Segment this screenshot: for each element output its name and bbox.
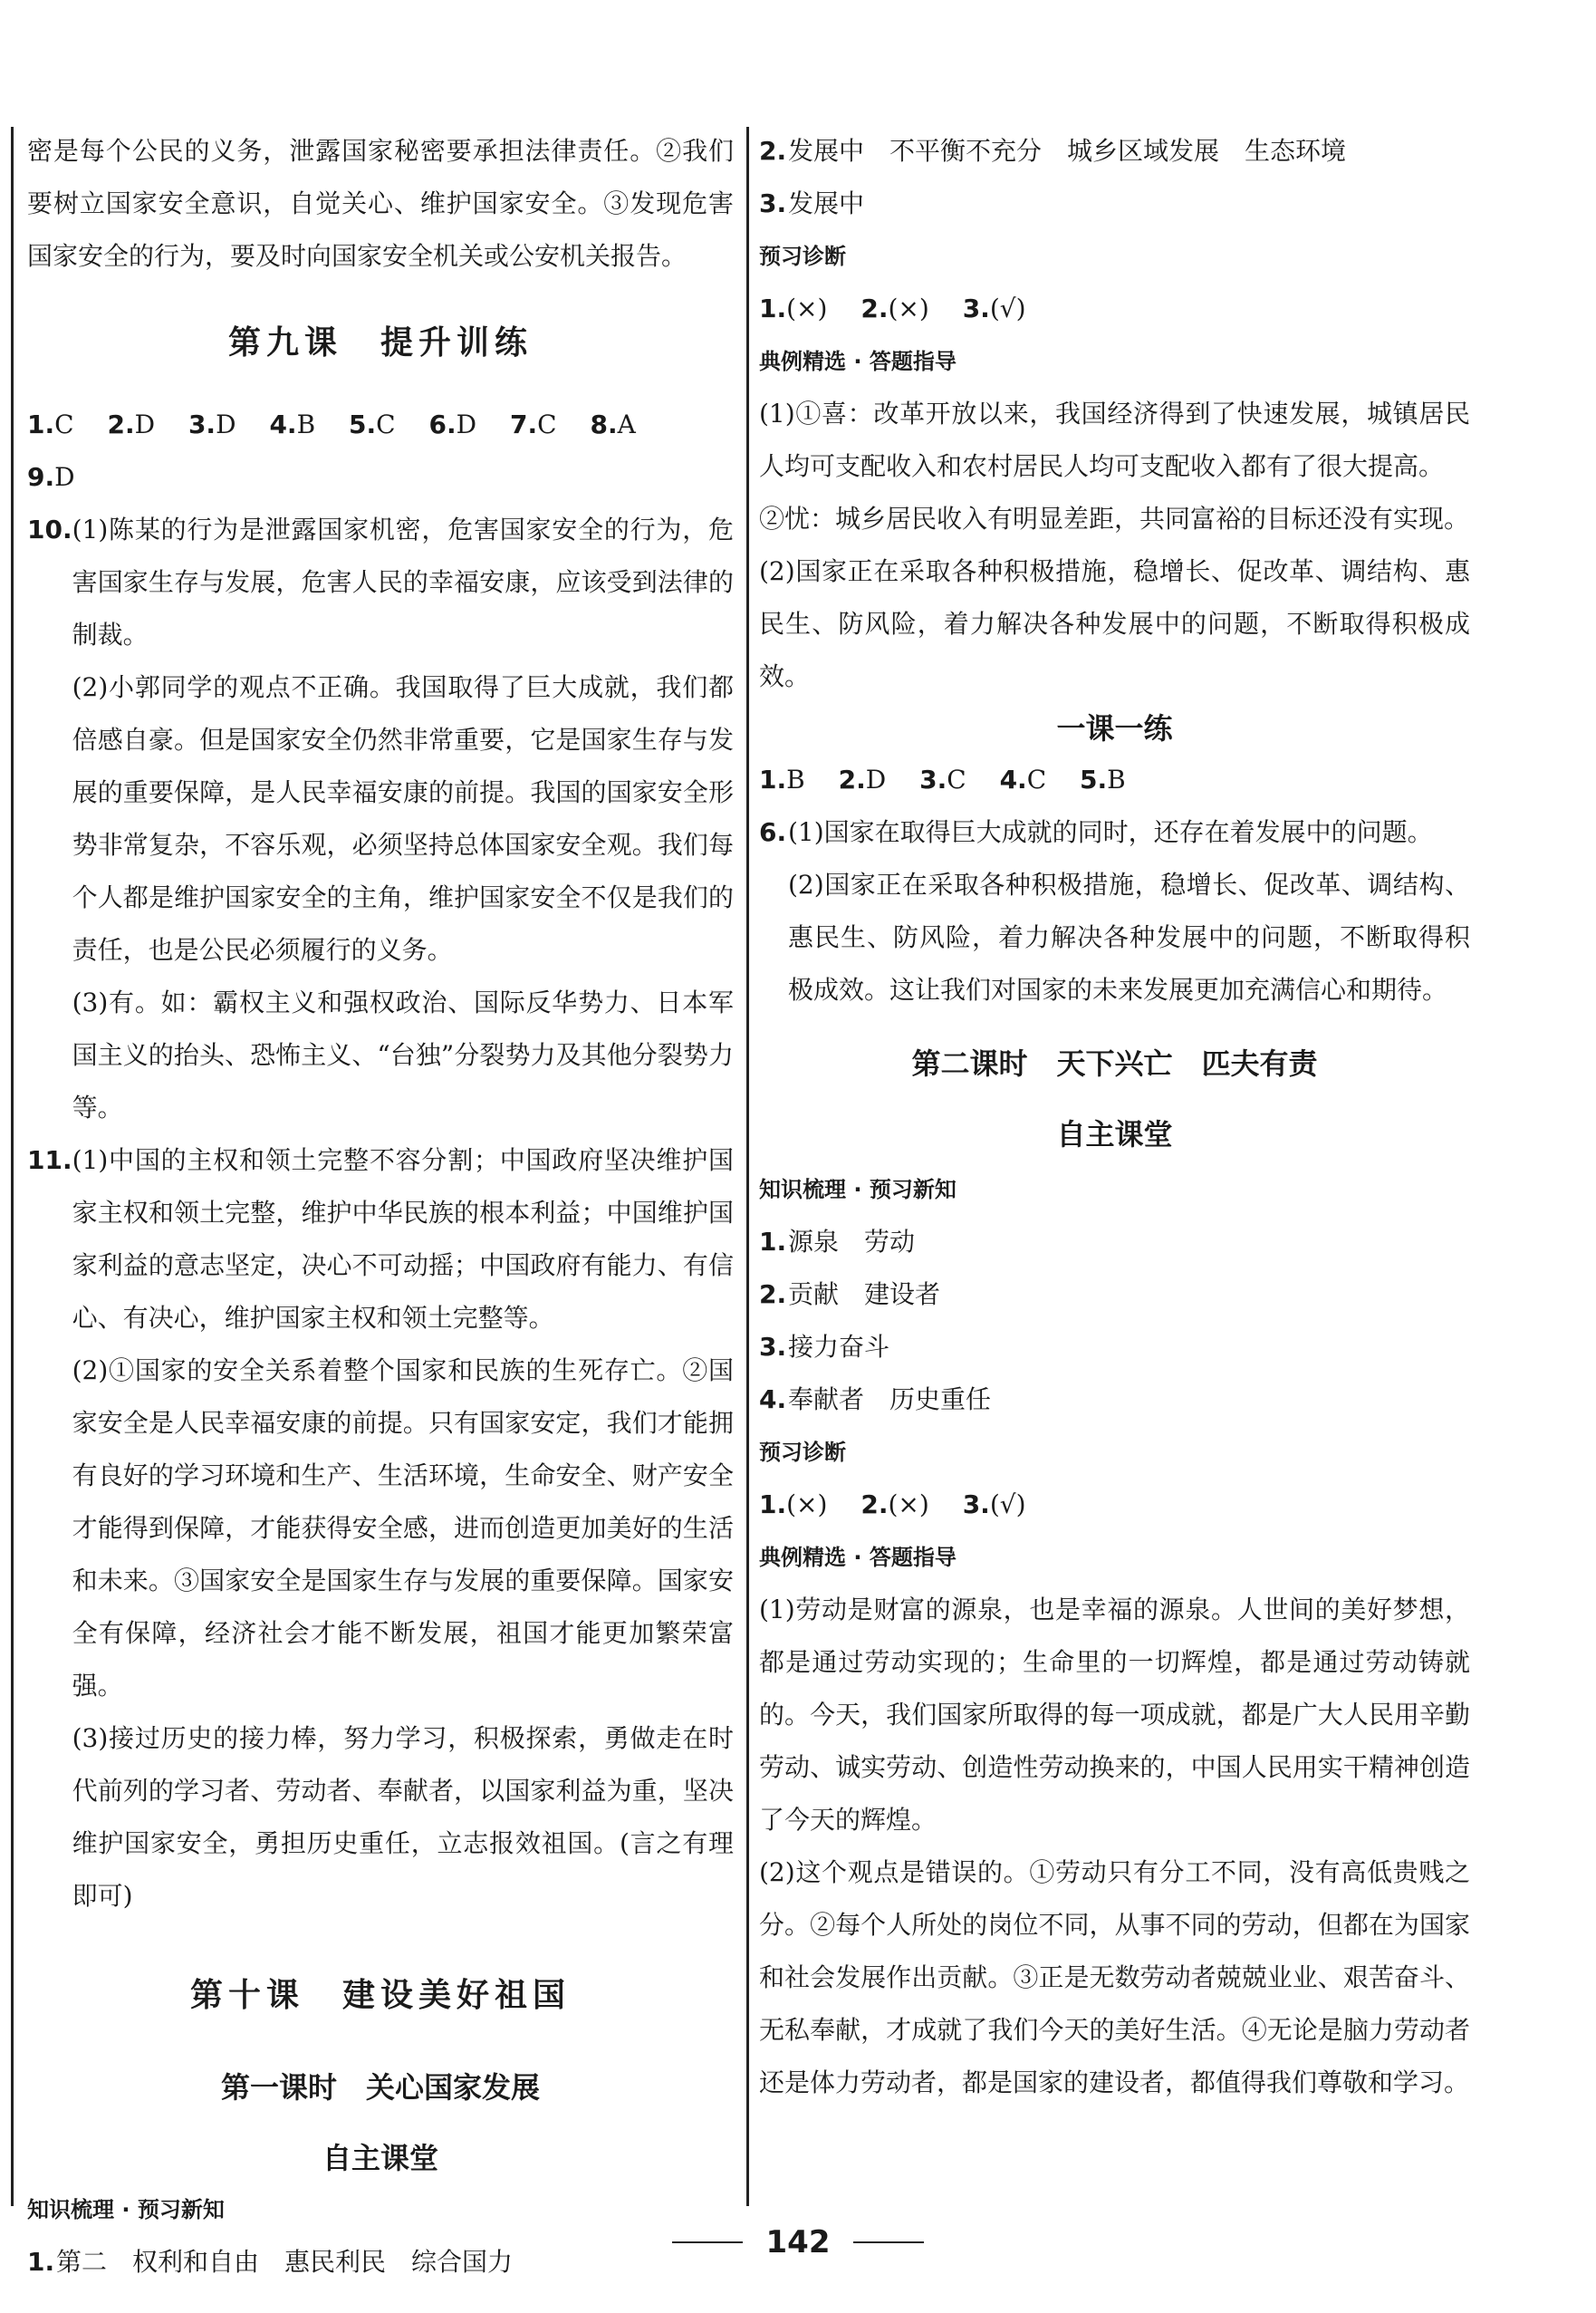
item-text: 奉献者 历史重任 — [788, 1384, 992, 1414]
example-answer: (2)国家正在采取各种积极措施，稳增长、促改革、调结构、惠民生、防风险，着力解决各种发展中的问题，不断取得积极成效。 — [759, 556, 1470, 691]
example-answer: (1)劳动是财富的源泉，也是幸福的源泉。人世间的美好梦想，都是通过劳动实现的；生命里的一切辉煌，都是通过劳动铸就的。今天，我们国家所取得的每一项成就，都是广大人民用辛勤劳动、诚实劳动、创造性劳动换来的，中国人民用实干精神创造了今天的辉煌。 — [759, 1595, 1470, 1835]
subsection-preview: 预习诊断 — [759, 1440, 846, 1465]
intro-paragraph: 密是每个公民的义务，泄露国家秘密要承担法律责任。②我们要树立国家安全意识，自觉关心、维护国家安全。③发现危害国家安全的行为，要及时向国家安全机关或公安机关报告。 — [27, 136, 734, 271]
choice-answer: 2.D — [107, 410, 156, 439]
item-text: 发展中 — [788, 188, 865, 218]
choice-answer: 6.D — [428, 410, 477, 439]
practice-title: 一课一练 — [1056, 711, 1173, 746]
choice-answer: 1.B — [759, 765, 805, 795]
question-number: 6. — [759, 817, 787, 847]
preview-answer: 1.(×) — [759, 294, 828, 323]
preview-answer: 2.(×) — [860, 1489, 929, 1519]
answer-part: (2)小郭同学的观点不正确。我国取得了巨大成就，我们都倍感自豪。但是国家安全仍然非常重要，它是国家生存与发展的重要保障，是人民幸福安康的前提。我国的国家安全形势非常复杂，不容乐观，必须坚持总体国家安全观。我们每个人都是维护国家安全的主角，维护国家安全不仅是我们的责任，也是公民必须履行的义务。 — [72, 672, 734, 965]
answer-part: (1)陈某的行为是泄露国家机密，危害国家安全的行为，危害国家生存与发展，危害人民的幸福安康，应该受到法律的制裁。 — [72, 515, 734, 650]
page-footer — [0, 2224, 1596, 2260]
preview-answers — [759, 1479, 1470, 1531]
preview-answer: 3.(√) — [962, 1489, 1026, 1519]
item-text: 贡献 建设者 — [788, 1279, 941, 1309]
item-text: 第二 权利和自由 惠民利民 综合国力 — [56, 2247, 514, 2277]
choice-answer: 1.C — [27, 410, 74, 439]
lesson10-title: 第十课 建设美好祖国 — [189, 1976, 571, 2014]
knowledge-item — [759, 1216, 1470, 1268]
practice-choice-answers — [759, 754, 1470, 806]
example-answer: (1)①喜：改革开放以来，我国经济得到了快速发展，城镇居民人均可支配收入和农村居民人均可支配收入都有了很大提高。 — [759, 399, 1470, 481]
right-column — [759, 125, 1470, 2109]
item-number: 1. — [27, 2247, 55, 2277]
answer-part: (1)中国的主权和领土完整不容分割；中国政府坚决维护国家主权和领土完整，维护中华民族的根本利益；中国维护国家利益的意志坚定，决心不可动摇；中国政府有能力、有信心、有决心，维护国家主权和领土完整等。 — [72, 1145, 734, 1333]
knowledge-item — [759, 1373, 1470, 1426]
left-column — [27, 125, 734, 2289]
knowledge-item — [759, 1321, 1470, 1373]
answer-part: (1)国家在取得巨大成就的同时，还存在着发展中的问题。 — [788, 817, 1433, 847]
subsection-example: 典例精选 · 答题指导 — [759, 349, 957, 374]
choice-answer: 5.C — [349, 410, 396, 439]
item-number: 1. — [759, 1227, 787, 1257]
section-title: 自主课堂 — [1056, 1117, 1173, 1152]
example-answer: ②忧：城乡居民收入有明显差距，共同富裕的目标还没有实现。 — [759, 504, 1470, 534]
question-10 — [27, 504, 734, 1134]
question-11 — [27, 1134, 734, 1923]
knowledge-item — [759, 125, 1470, 178]
example-answer: (2)这个观点是错误的。①劳动只有分工不同，没有高低贵贱之分。②每个人所处的岗位不同，从事不同的劳动，但都在为国家和社会发展作出贡献。③正是无数劳动者兢兢业业、艰苦奋斗、无私奉献，才成就了我们今天的美好生活。④无论是脑力劳动者还是体力劳动者，都是国家的建设者，都值得我们尊敬和学习。 — [759, 1857, 1470, 2097]
answer-part: (3)有。如：霸权主义和强权政治、国际反华势力、日本军国主义的抬头、恐怖主义、“台独”分裂势力及其他分裂势力等。 — [72, 988, 734, 1123]
footer-rule — [672, 2241, 743, 2243]
item-number: 2. — [759, 1279, 787, 1309]
knowledge-item — [759, 1268, 1470, 1321]
lesson9-choice-answers — [27, 399, 734, 504]
item-number: 3. — [759, 1332, 787, 1362]
choice-answer: 3.D — [187, 410, 236, 439]
answer-part: (2)国家正在采取各种积极措施，稳增长、促改革、调结构、惠民生、防风险，着力解决各种发展中的问题，不断取得积极成效。这让我们对国家的未来发展更加充满信心和期待。 — [788, 870, 1470, 1005]
lesson9-title: 第九课 提升训练 — [227, 323, 533, 361]
item-text: 接力奋斗 — [788, 1332, 890, 1362]
subsection-example: 典例精选 · 答题指导 — [759, 1545, 957, 1570]
subsection-preview: 预习诊断 — [759, 244, 846, 269]
choice-answer: 7.C — [510, 410, 557, 439]
preview-answer: 1.(×) — [759, 1489, 828, 1519]
item-number: 3. — [759, 188, 787, 218]
choice-answer: 4.C — [999, 765, 1047, 795]
footer-rule — [853, 2241, 924, 2243]
choice-answer: 8.A — [590, 410, 636, 439]
subsection-knowledge: 知识梳理 · 预习新知 — [27, 2197, 225, 2222]
answer-part: (3)接过历史的接力棒，努力学习，积极探索，勇做走在时代前列的学习者、劳动者、奉献者，以国家利益为重，坚决维护国家安全，勇担历史重任，立志报效祖国。(言之有理即可) — [72, 1723, 734, 1911]
choice-answer: 5.B — [1080, 765, 1126, 795]
question-6 — [759, 806, 1470, 1017]
page-number: 142 — [765, 2224, 831, 2260]
period2-title: 第二课时 天下兴亡 匹夫有责 — [911, 1046, 1318, 1081]
knowledge-item — [759, 178, 1470, 230]
question-number: 10. — [27, 515, 72, 545]
period1-title: 第一课时 关心国家发展 — [220, 2070, 540, 2105]
left-margin-rule — [11, 127, 14, 2206]
item-number: 2. — [759, 136, 787, 166]
choice-answer: 2.D — [838, 765, 887, 795]
preview-answer: 3.(√) — [962, 294, 1026, 323]
answer-part: (2)①国家的安全关系着整个国家和民族的生死存亡。②国家安全是人民幸福安康的前提。只有国家安定，我们才能拥有良好的学习环境和生产、生活环境，生命安全、财产安全才能得到保障，才能获得安全感，进而创造更加美好的生活和未来。③国家安全是国家生存与发展的重要保障。国家安全有保障，经济社会才能不断发展，祖国才能更加繁荣富强。 — [72, 1355, 734, 1701]
question-number: 11. — [27, 1145, 72, 1175]
subsection-knowledge: 知识梳理 · 预习新知 — [759, 1177, 957, 1202]
choice-answer: 4.B — [269, 410, 316, 439]
preview-answers — [759, 283, 1470, 335]
column-divider — [746, 127, 749, 2206]
item-text: 源泉 劳动 — [788, 1227, 916, 1257]
choice-answer: 9.D — [27, 462, 75, 492]
section-title: 自主课堂 — [322, 2141, 438, 2175]
item-number: 4. — [759, 1384, 787, 1414]
preview-answer: 2.(×) — [860, 294, 929, 323]
item-text: 发展中 不平衡不充分 城乡区域发展 生态环境 — [788, 136, 1347, 166]
choice-answer: 3.C — [919, 765, 966, 795]
